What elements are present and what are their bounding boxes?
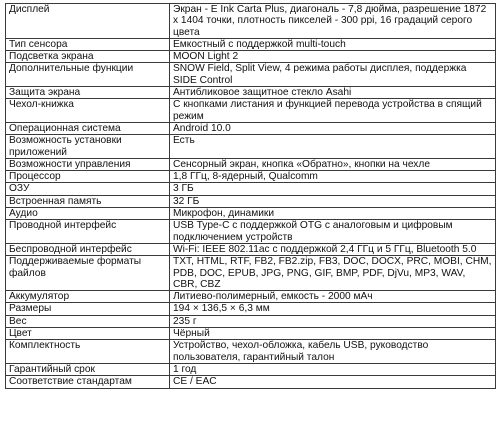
spec-value: USB Type-C с поддержкой OTG с аналоговым и цифровым подключением устройств	[170, 220, 496, 244]
table-row	[6, 122, 496, 134]
table-row	[6, 243, 496, 255]
table-row	[6, 4, 496, 39]
table-row	[6, 183, 496, 195]
spec-label: Беспроводной интерфейс	[6, 243, 170, 255]
spec-label: Возможность установки приложений	[6, 135, 170, 159]
spec-label: Возможности управления	[6, 158, 170, 170]
spec-value: Wi-Fi: IEEE 802.11ac с поддержкой 2,4 ГГц и 5 ГГц, Bluetooth 5.0	[170, 243, 496, 255]
spec-value: 3 ГБ	[170, 183, 496, 195]
spec-value: Экран - E Ink Carta Plus, диагональ - 7,8 дюйма, разрешение 1872 x 1404 точки, плотность пикселей - 300 ppi, 16 градаций серого цвета	[170, 4, 496, 39]
specifications-body	[6, 4, 496, 389]
spec-value: CE / EAC	[170, 376, 496, 388]
table-row	[6, 376, 496, 388]
spec-value: SNOW Field, Split View, 4 режима работы дисплея, поддержка SIDE Control	[170, 63, 496, 87]
spec-value: Сенсорный экран, кнопка «Обратно», кнопки на чехле	[170, 158, 496, 170]
spec-value: 32 ГБ	[170, 195, 496, 207]
spec-label: Тип сенсора	[6, 38, 170, 50]
spec-value: Есть	[170, 135, 496, 159]
spec-value: 1,8 ГГц, 8-ядерный, Qualcomm	[170, 171, 496, 183]
spec-label: Комплектность	[6, 340, 170, 364]
table-row	[6, 220, 496, 244]
spec-value: Устройство, чехол-обложка, кабель USB, руководство пользователя, гарантийный талон	[170, 340, 496, 364]
table-row	[6, 303, 496, 315]
table-row	[6, 208, 496, 220]
table-row	[6, 291, 496, 303]
spec-label: Гарантийный срок	[6, 363, 170, 375]
table-row	[6, 195, 496, 207]
spec-label: Размеры	[6, 303, 170, 315]
spec-value: Антибликовое защитное стекло Asahi	[170, 87, 496, 99]
table-row	[6, 256, 496, 291]
spec-label: Дополнительные функции	[6, 63, 170, 87]
table-row	[6, 171, 496, 183]
spec-value: MOON Light 2	[170, 51, 496, 63]
spec-label: Дисплей	[6, 4, 170, 39]
spec-value: 235 г	[170, 315, 496, 327]
spec-label: Операционная система	[6, 122, 170, 134]
spec-value: С кнопками листания и функцией перевода устройства в спящий режим	[170, 99, 496, 123]
spec-value: Емкостный с поддержкой multi-touch	[170, 38, 496, 50]
spec-label: ОЗУ	[6, 183, 170, 195]
spec-label: Проводной интерфейс	[6, 220, 170, 244]
table-row	[6, 99, 496, 123]
spec-label: Процессор	[6, 171, 170, 183]
table-row	[6, 158, 496, 170]
table-row	[6, 315, 496, 327]
spec-label: Вес	[6, 315, 170, 327]
spec-value: TXT, HTML, RTF, FB2, FB2.zip, FB3, DOC, DOCX, PRC, MOBI, CHM, PDB, DOC, EPUB, JPG, PNG, GIF, BMP, PDF, DjVu, MP3, WAV, CBR, CBZ	[170, 256, 496, 291]
table-row	[6, 38, 496, 50]
table-row	[6, 363, 496, 375]
spec-label: Чехол-книжка	[6, 99, 170, 123]
spec-value: Чёрный	[170, 328, 496, 340]
spec-label: Подсветка экрана	[6, 51, 170, 63]
table-row	[6, 63, 496, 87]
spec-value: 194 × 136,5 × 6,3 мм	[170, 303, 496, 315]
spec-value: Микрофон, динамики	[170, 208, 496, 220]
table-row	[6, 87, 496, 99]
spec-label: Встроенная память	[6, 195, 170, 207]
spec-label: Аккумулятор	[6, 291, 170, 303]
spec-value: Android 10.0	[170, 122, 496, 134]
table-row	[6, 340, 496, 364]
spec-value: 1 год	[170, 363, 496, 375]
spec-label: Поддерживаемые форматы файлов	[6, 256, 170, 291]
table-row	[6, 135, 496, 159]
table-row	[6, 328, 496, 340]
spec-label: Защита экрана	[6, 87, 170, 99]
spec-value: Литиево-полимерный, емкость - 2000 мАч	[170, 291, 496, 303]
specifications-table	[5, 3, 496, 389]
spec-label: Аудио	[6, 208, 170, 220]
spec-label: Соответствие стандартам	[6, 376, 170, 388]
spec-label: Цвет	[6, 328, 170, 340]
table-row	[6, 51, 496, 63]
